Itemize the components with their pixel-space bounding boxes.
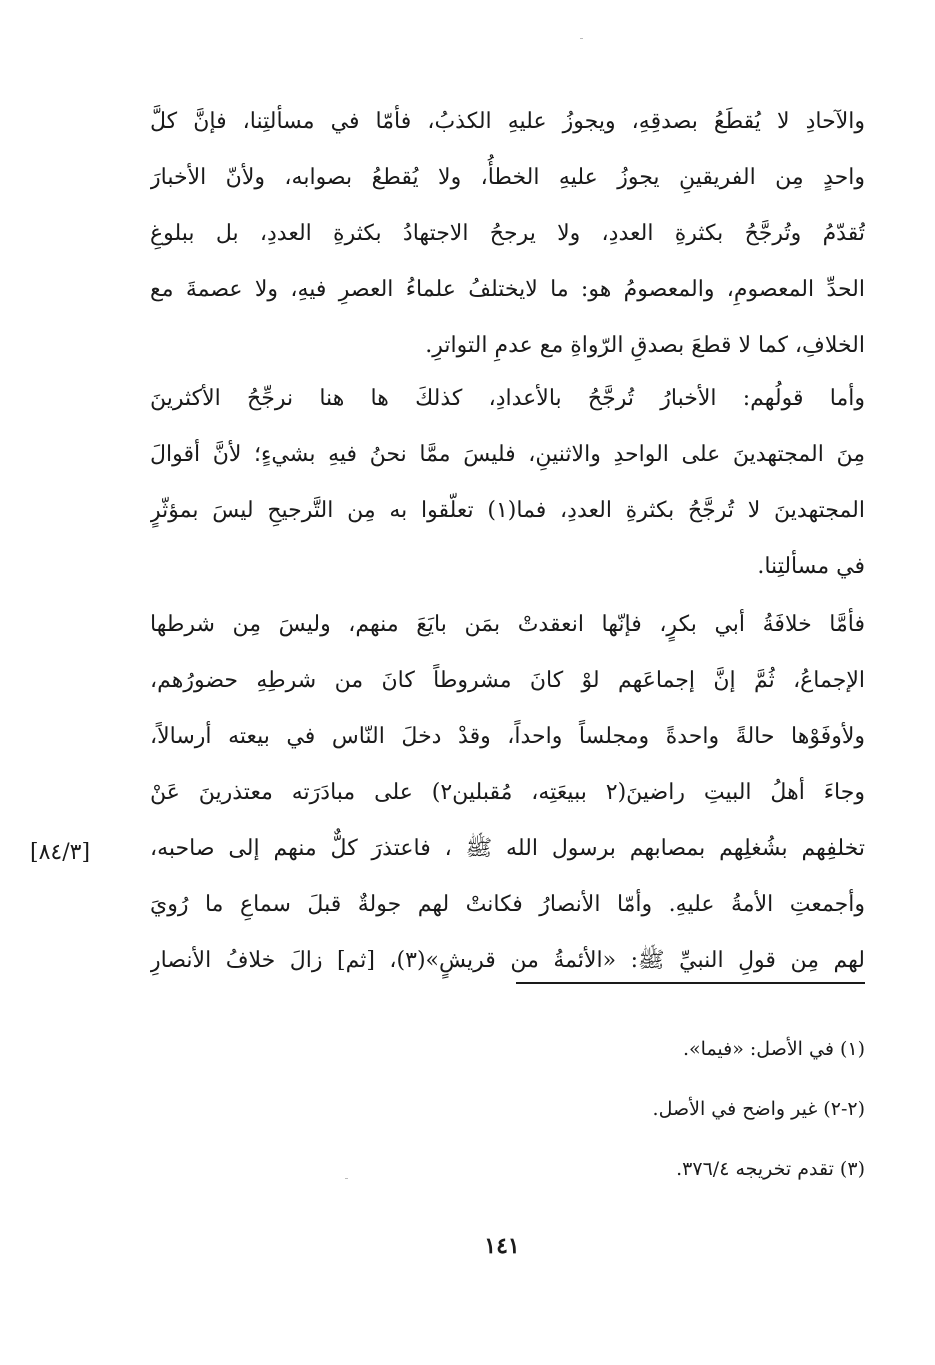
paragraph-3 <box>150 597 865 989</box>
footnote-1: (١) في الأصل: «فيما». <box>682 1038 865 1060</box>
text-line: في مسألتِنا. <box>757 554 865 579</box>
text-line: تُقدّمُ وتُرجَّحُ بكثرةِ العددِ، ولا يرجحُ الاجتهادُ بكثرةِ العددِ، بل ببلوغِ <box>150 221 865 246</box>
text-line: ولأوفَوْها حالةً واحدةً ومجلساً واحداً، وقدْ دخلَ النّاس في بيعته أرسالاً، <box>150 724 865 749</box>
scan-speck <box>580 38 583 39</box>
footnotes <box>465 1036 865 1216</box>
text-line: وأجمعتِ الأمةُ عليهِ. وأمّا الأنصارُ فكانتْ لهم جولةٌ قبلَ سماعِ ما رُويَ <box>150 892 865 917</box>
text-line: واحدٍ مِن الفريقينِ يجوزُ عليهِ الخطأُ، ولا يُقطعُ بصوابه، ولأنّ الأخبارَ <box>150 165 865 190</box>
text-line: الخلافِ، كما لا قطعَ بصدقِ الرّواةِ مع عدمِ التواترِ. <box>425 333 865 358</box>
scan-speck <box>345 1178 348 1179</box>
text-line: وجاءَ أهلُ البيتِ راضينَ(٢ ببيعَتِه، مُقبلين٢) على مبادَرَته معتذرينَ عَنْ <box>150 780 865 805</box>
text-line: الإجماعُ، ثُمَّ إنَّ إجماعَهم لوْ كانَ مشروطاً كانَ من شرطِهِ حضورُهم، <box>150 668 865 693</box>
margin-reference: [٨٤/٣] <box>30 840 91 865</box>
paragraph-1 <box>150 94 865 374</box>
text-line: وأما قولُهم: الأخبارُ تُرجَّحُ بالأعدادِ، كذلكَ ها هنا نرجِّحُ الأكثرينَ <box>150 386 865 411</box>
footnote-2: (٢-٢) غير واضح في الأصل. <box>652 1098 865 1120</box>
text-line: فأمَّا خلافَةُ أبي بكرٍ، فإنّها انعقدتْ بمَن بايَعَ منهم، وليسَ مِن شرطها <box>150 612 865 637</box>
text-line: مِنَ المجتهدينَ على الواحدِ والاثنينِ، فليسَ ممَّا نحنُ فيهِ بشيءٍ؛ لأنَّ أقوالَ <box>150 442 865 467</box>
footnote-divider <box>516 982 865 984</box>
text-line: الحدِّ المعصومِ، والمعصومُ هو: ما لايختلفُ علماءُ العصرِ فيهِ، ولا عصمةَ مع <box>150 277 865 302</box>
text-line: تخلفِهم بشُغلِهم بمصابهم برسول الله ﷺ ، فاعتذرَ كلٌّ منهم إلى صاحبه، <box>150 836 865 861</box>
text-line: والآحادِ لا يُقطَعُ بصدقِهِ، ويجوزُ عليهِ الكذبُ، فأمّا في مسألتِنا، فإنَّ كلَّ <box>150 109 865 134</box>
footnote-3: (٣) تقدم تخريجه ٣٧٦/٤. <box>676 1158 865 1180</box>
paragraph-2 <box>150 371 865 595</box>
text-line: لهم مِن قولِ النبيِّ ﷺ: «الأئمةُ من قريشٍ»(٣)، [ثم] زالَ خلافُ الأنصارِ <box>150 948 865 973</box>
page-number: ١٤١ <box>484 1233 520 1259</box>
text-line: المجتهدينَ لا تُرجَّحُ بكثرةِ العددِ، فما(١) تعلّقوا به مِن التَّرجيحِ ليسَ بمؤثّرٍ <box>150 498 865 523</box>
